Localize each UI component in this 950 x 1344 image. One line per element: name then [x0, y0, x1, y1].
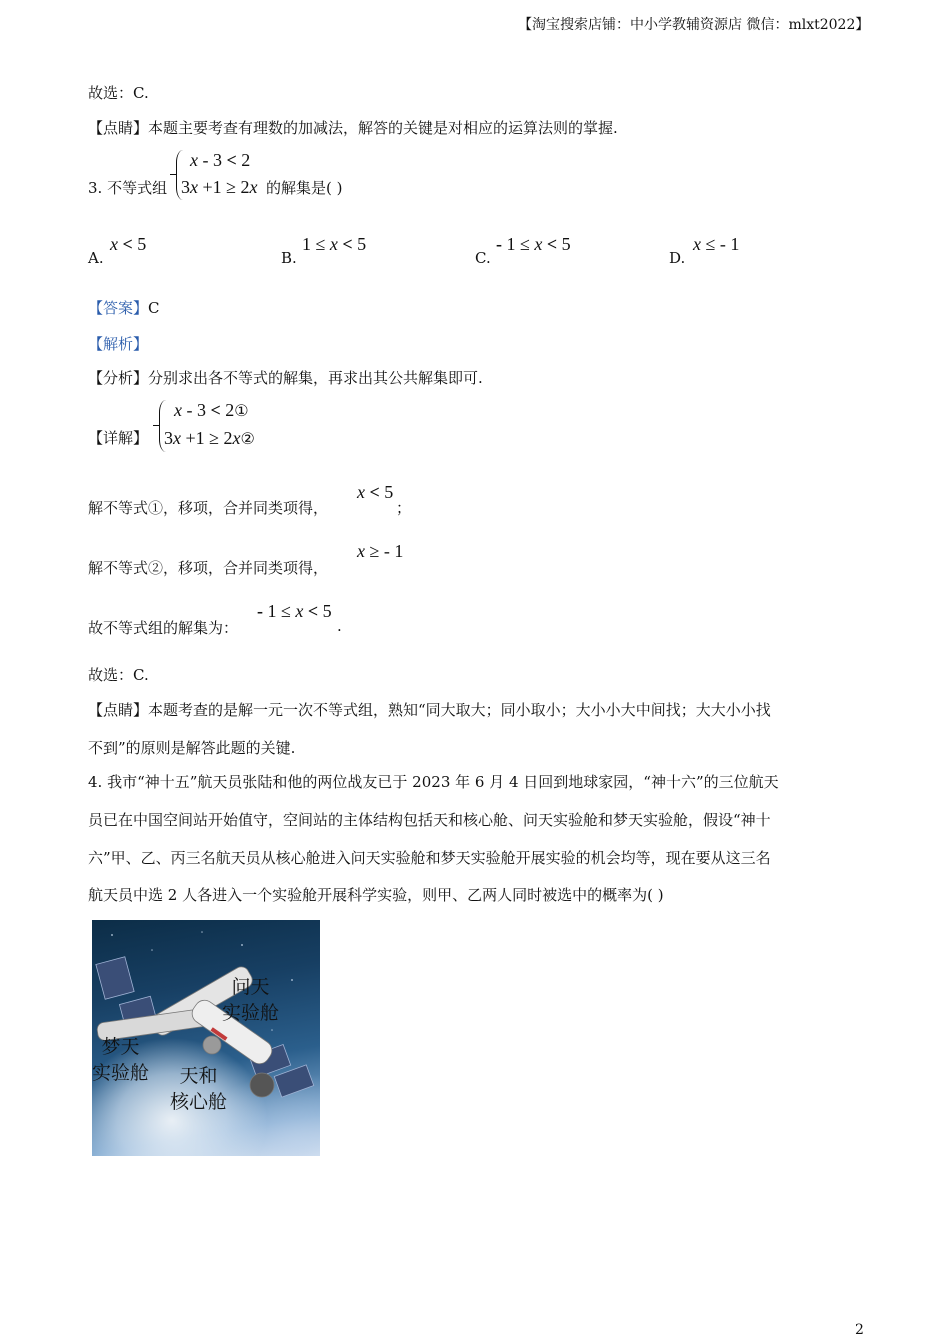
fenxi-text: 分别求出各不等式的解集，再求出其公共解集即可.: [148, 369, 483, 387]
step1-expr: x < 5: [357, 482, 394, 502]
label-mengtian: 梦天 实验舱: [92, 1036, 150, 1084]
step2-expr: x ≥ - 1: [357, 541, 404, 561]
comment-text: 本题考查的是解一元一次不等式组，熟知“同大取大；同小取小；大小小大中间找；大大小小找: [148, 701, 771, 719]
answer-value: C: [148, 299, 160, 317]
comment-text: 本题主要考查有理数的加减法，解答的关键是对相应的运算法则的掌握.: [148, 119, 618, 137]
fenxi-tag: 【分析】: [88, 369, 149, 387]
detail-line2: 3x +1 ≥ 2x②: [164, 428, 255, 448]
option-a-letter: A.: [88, 249, 104, 267]
fenxi: [88, 367, 483, 388]
label-tianhe: 天和 核心舱: [170, 1065, 228, 1113]
detail-line1: x - 3 < 2①: [174, 400, 249, 420]
label-wentian: 问天 实验舱: [222, 976, 280, 1024]
option-b-expr: 1 ≤ x < 5: [302, 234, 367, 254]
detail-tag: 【详解】: [88, 429, 149, 447]
step3-end: .: [337, 617, 342, 635]
comment-tag: 【点睛】: [88, 119, 149, 137]
q4-line2: 员已在中国空间站开始值守，空间站的主体结构包括天和核心舱、问天实验舱和梦天实验舱，假设“神十: [88, 811, 771, 829]
step1-end: ；: [396, 499, 412, 517]
option-d-expr: x ≤ - 1: [693, 234, 740, 254]
option-d-letter: D.: [669, 249, 686, 267]
space-station-photo: [92, 920, 320, 1156]
step3-expr: - 1 ≤ x < 5: [257, 601, 332, 621]
option-a-expr: x < 5: [110, 234, 147, 254]
header-banner: 【淘宝搜索店铺：中小学教辅资源店 微信：mlxt2022】: [518, 17, 870, 33]
option-b-letter: B.: [281, 249, 297, 267]
q3-choice: 故选：C.: [88, 666, 149, 684]
analysis-tag: 【解析】: [88, 335, 149, 353]
q3-comment-line1: [88, 699, 771, 720]
q4-line1: 4. 我市“神十五”航天员张陆和他的两位战友已于 2023 年 6 月 4 日回到地球家园，“神十六”的三位航天: [88, 773, 779, 791]
option-c-letter: C.: [475, 249, 491, 267]
q3-system-line2: 3x +1 ≥ 2x: [181, 177, 258, 197]
q3-comment-line2: 不到”的原则是解答此题的关键.: [88, 739, 296, 757]
q2-comment: [88, 117, 618, 138]
q4-line3: 六”甲、乙、丙三名航天员从核心舱进入问天实验舱和梦天实验舱开展实验的机会均等，现在要从这三名: [88, 849, 771, 867]
step3-text: 故不等式组的解集为：: [88, 619, 239, 637]
q3-suffix: 的解集是( ): [266, 179, 343, 197]
step1-text: 解不等式①，移项，合并同类项得，: [88, 499, 329, 517]
q2-choice: 故选：C.: [88, 84, 149, 102]
comment-tag: 【点睛】: [88, 701, 149, 719]
step2-text: 解不等式②，移项，合并同类项得，: [88, 559, 329, 577]
q3-number: 3. 不等式组: [88, 179, 168, 197]
answer-tag: 【答案】: [88, 299, 149, 317]
q4-line4: 航天员中选 2 人各进入一个实验舱开展科学实验，则甲、乙两人同时被选中的概率为( ): [88, 886, 664, 904]
page-number: 2: [855, 1322, 864, 1338]
answer: [88, 297, 160, 318]
q3-system-line1: x - 3 < 2: [190, 150, 251, 170]
option-c-expr: - 1 ≤ x < 5: [496, 234, 571, 254]
